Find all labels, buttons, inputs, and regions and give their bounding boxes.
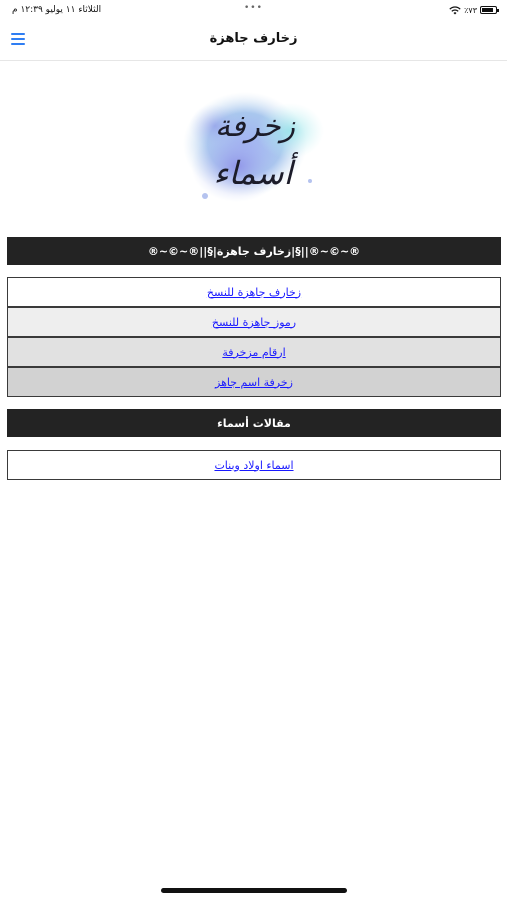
link-boys-girls-names[interactable]: اسماء اولاد وبنات [7, 450, 501, 480]
battery-percent: ٪٧٣ [464, 5, 477, 15]
section-header-ready-decorations: ®~©~®||§|زخارف جاهزة|§||®~©~® [7, 237, 501, 265]
link-ready-decorations-copy[interactable]: زخارف جاهزة للنسخ [7, 277, 501, 307]
app-logo-image [175, 86, 335, 216]
link-ready-name-decoration[interactable]: زخرفة اسم جاهز [7, 367, 501, 397]
battery-icon [480, 6, 497, 14]
status-bar [0, 0, 507, 22]
multitasking-dots: ••• [244, 3, 263, 13]
home-indicator[interactable] [161, 888, 347, 893]
page-title: زخارف جاهزة [209, 31, 298, 46]
link-decorated-numbers[interactable]: ارقام مزخرفة [7, 337, 501, 367]
nav-bar [0, 22, 507, 61]
status-datetime: الثلاثاء ١١ يوليو ١٢:٣٩ م [12, 5, 102, 15]
status-indicators [449, 4, 497, 16]
section-header-name-articles: مقالات أسماء [7, 409, 501, 437]
link-ready-symbols-copy[interactable]: رموز جاهزة للنسخ [7, 307, 501, 337]
wifi-icon [449, 5, 461, 15]
svg-text:أسماء: أسماء [213, 154, 293, 192]
svg-text:زخرفة: زخرفة [214, 109, 296, 144]
